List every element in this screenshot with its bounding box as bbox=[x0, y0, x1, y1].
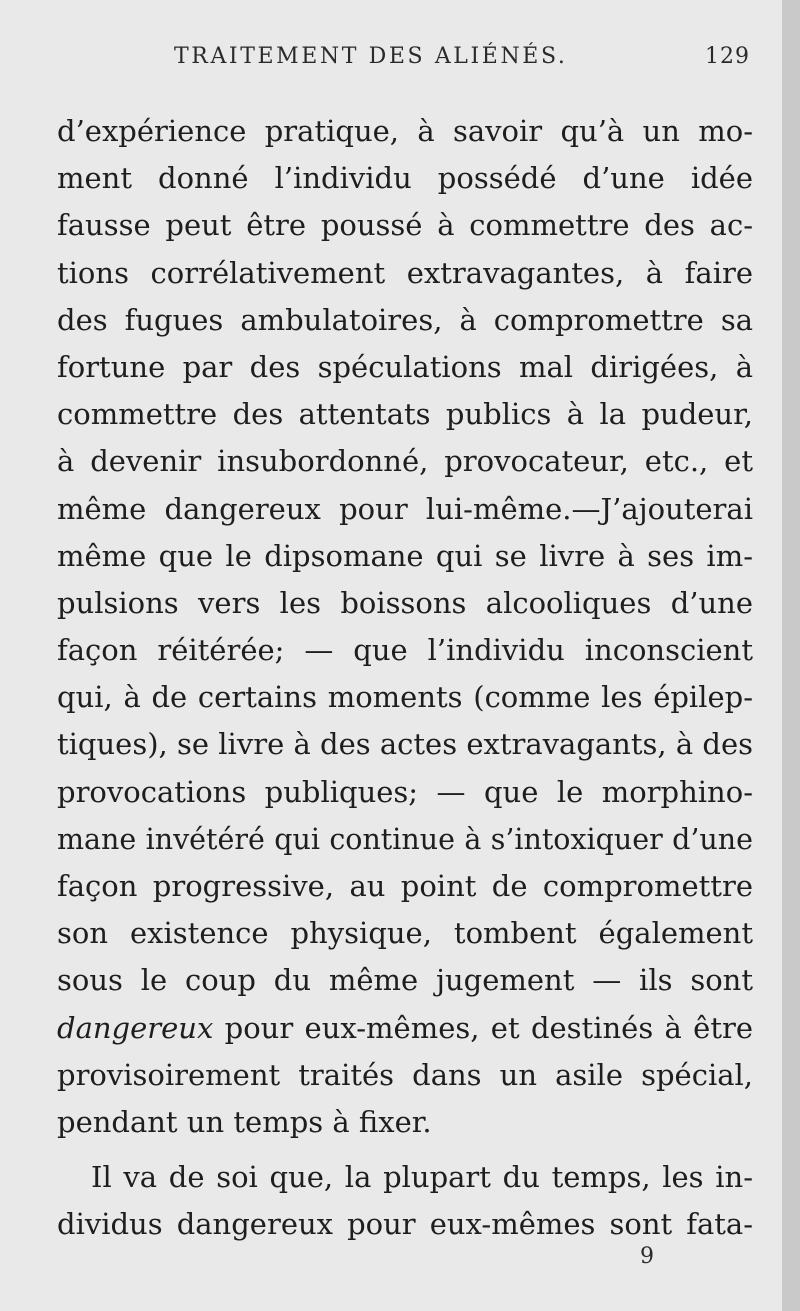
text-line: façon réitérée; — que l’individu inconscient bbox=[57, 633, 753, 668]
text-line: ment donné l’individu possédé d’une idée bbox=[57, 161, 753, 196]
paragraph-gap bbox=[57, 1146, 753, 1154]
page-number: 129 bbox=[705, 44, 750, 69]
text-line: des fugues ambulatoires, à compromettre sa bbox=[57, 302, 753, 337]
text-line: qui, à de certains moments (comme les épilep- bbox=[57, 680, 753, 715]
text-line-italic bbox=[57, 1005, 753, 1052]
text-line: dividus dangereux pour eux-mêmes sont fata- bbox=[57, 1207, 753, 1242]
text-line: à devenir insubordonné, provocateur, etc., et bbox=[57, 444, 753, 479]
text-line: même que le dipsomane qui se livre à ses im- bbox=[57, 538, 753, 573]
text-line: fausse peut être poussé à commettre des ac- bbox=[57, 208, 753, 243]
text-line: tiques), se livre à des actes extravagants, à des bbox=[57, 727, 753, 762]
text-line: d’expérience pratique, à savoir qu’à un mo- bbox=[57, 114, 753, 148]
text-line: façon progressive, au point de compromettre bbox=[57, 869, 753, 903]
signature-mark: 9 bbox=[640, 1244, 654, 1269]
text-line: même dangereux pour lui-même.—J’ajouterai bbox=[57, 491, 753, 526]
text-line: son existence physique, tombent également bbox=[57, 916, 753, 951]
text-line: provocations publiques; — que le morphino- bbox=[57, 774, 753, 809]
body-text bbox=[57, 108, 753, 1249]
text-line: sous le coup du même jugement — ils sont bbox=[57, 963, 753, 998]
italic-line-rest: pour eux-mêmes, et destinés à être bbox=[213, 1010, 753, 1045]
text-line: pendant un temps à fixer. bbox=[57, 1104, 432, 1139]
text-line: tions corrélativement extravagantes, à faire bbox=[57, 255, 753, 290]
text-line: commettre des attentats publics à la pudeur, bbox=[57, 397, 753, 432]
text-line: Il va de soi que, la plupart du temps, les in- bbox=[91, 1160, 753, 1195]
text-line: pulsions vers les boissons alcooliques d’une bbox=[57, 585, 753, 620]
running-head bbox=[174, 44, 764, 78]
text-line: fortune par des spéculations mal dirigées, à bbox=[57, 349, 753, 384]
page-edge bbox=[782, 0, 800, 1311]
text-line: mane invétéré qui continue à s’intoxiquer d’une bbox=[57, 822, 753, 856]
italic-word: dangereux bbox=[57, 1010, 214, 1045]
running-head-title: TRAITEMENT DES ALIÉNÉS. bbox=[174, 44, 568, 69]
text-line: provisoirement traités dans un asile spécial, bbox=[57, 1057, 753, 1092]
